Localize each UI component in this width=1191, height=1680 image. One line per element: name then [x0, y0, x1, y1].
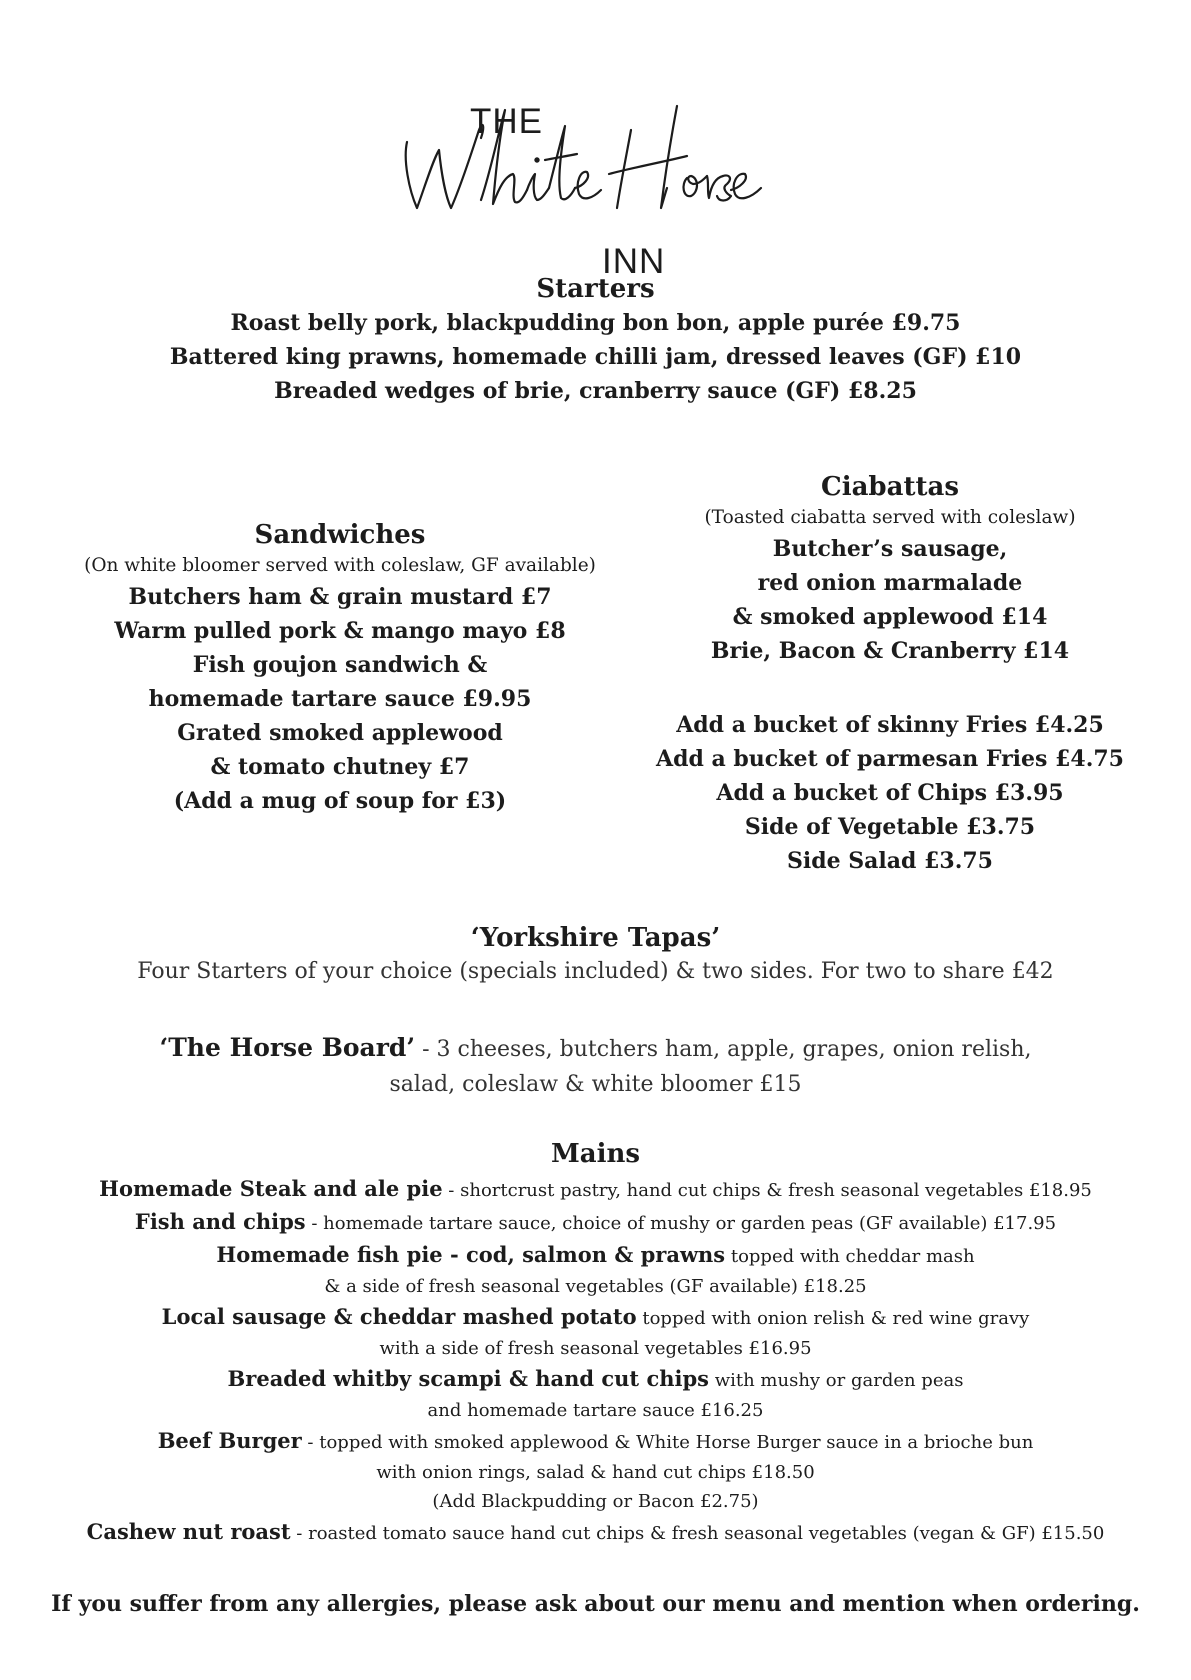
main-item-name: Homemade Steak and ale pie — [99, 1176, 443, 1201]
horse-board-sep: - — [415, 1037, 437, 1062]
main-item-sep: - — [290, 1523, 309, 1544]
tapas-title: ‘Yorkshire Tapas’ — [470, 923, 721, 953]
main-item — [0, 1239, 1191, 1272]
mains-title: Mains — [550, 1139, 641, 1169]
ciabattas-title: Ciabattas — [821, 472, 959, 502]
logo-inn: INN — [602, 242, 666, 281]
main-item-sub: with a side of fresh seasonal vegetables £16.95 — [379, 1338, 812, 1359]
sandwich-item: & tomato chutney £7 — [210, 754, 470, 780]
main-item-sub: (Add Blackpudding or Bacon £2.75) — [432, 1491, 759, 1512]
main-item-sep: - — [301, 1432, 320, 1453]
main-item-desc: topped with cheddar mash — [725, 1246, 975, 1267]
main-item-sub: and homemade tartare sauce £16.25 — [427, 1400, 764, 1421]
tapas-section — [0, 921, 1191, 989]
main-item — [0, 1173, 1191, 1206]
sandwich-item: Butchers ham & grain mustard £7 — [128, 584, 552, 610]
main-item-desc: with mushy or garden peas — [708, 1370, 964, 1391]
sandwich-item: Fish goujon sandwich & — [192, 652, 488, 678]
tapas-desc: Four Starters of your choice (specials included) & two sides. For two to share £42 — [137, 959, 1054, 984]
starters-section — [0, 272, 1191, 408]
sandwiches-section — [60, 518, 620, 818]
horse-board-desc: 3 cheeses, butchers ham, apple, grapes, onion relish, — [436, 1037, 1032, 1062]
starter-item: Breaded wedges of brie, cranberry sauce (GF) £8.25 — [274, 378, 917, 404]
starter-item: Battered king prawns, homemade chilli jam, dressed leaves (GF) £10 — [169, 344, 1022, 370]
main-item-desc: topped with onion relish & red wine gravy — [636, 1308, 1030, 1329]
sandwich-item: Warm pulled pork & mango mayo £8 — [114, 618, 566, 644]
starter-item: Roast belly pork, blackpudding bon bon, apple purée £9.75 — [230, 310, 961, 336]
main-item — [0, 1301, 1191, 1334]
side-item: Add a bucket of Chips £3.95 — [716, 780, 1064, 806]
main-item-sep: - — [305, 1213, 324, 1234]
horse-board-title: ‘The Horse Board’ — [159, 1033, 416, 1062]
mains-section — [0, 1137, 1191, 1549]
allergy-notice-section — [0, 1587, 1191, 1621]
main-item-name: Fish and chips — [134, 1209, 306, 1234]
ciabatta-item: red onion marmalade — [757, 570, 1023, 596]
sandwiches-title: Sandwiches — [254, 520, 426, 550]
sandwich-item: (Add a mug of soup for £3) — [173, 788, 507, 814]
ciabattas-section — [640, 470, 1140, 878]
horse-board-desc-2: salad, coleslaw & white bloomer £15 — [389, 1072, 802, 1097]
main-item-sub: with onion rings, salad & hand cut chips £18.50 — [376, 1462, 815, 1483]
sandwiches-note: (On white bloomer served with coleslaw, GF available) — [84, 555, 596, 576]
allergy-notice: If you suffer from any allergies, please ask about our menu and mention when ordering. — [51, 1591, 1140, 1617]
main-item — [0, 1206, 1191, 1239]
main-item-sep: - — [442, 1180, 461, 1201]
main-item-desc: roasted tomato sauce hand cut chips & fresh seasonal vegetables (vegan & GF) £15.50 — [308, 1523, 1105, 1544]
main-item-name: Cashew nut roast — [86, 1519, 291, 1544]
side-item: Side of Vegetable £3.75 — [744, 814, 1036, 840]
logo-the: THE — [470, 102, 543, 141]
logo — [0, 50, 1191, 281]
starters-title: Starters — [536, 274, 655, 304]
sandwich-item: homemade tartare sauce £9.95 — [148, 686, 532, 712]
main-item — [0, 1425, 1191, 1458]
main-item-name: Local sausage & cheddar mashed potato — [161, 1304, 637, 1329]
ciabattas-note: (Toasted ciabatta served with coleslaw) — [704, 507, 1076, 528]
ciabatta-item: Butcher’s sausage, — [772, 536, 1008, 562]
main-item-desc: topped with smoked applewood & White Horse Burger sauce in a brioche bun — [319, 1432, 1034, 1453]
main-item-desc: shortcrust pastry, hand cut chips & fresh seasonal vegetables £18.95 — [460, 1180, 1092, 1201]
logo-script-white-horse — [395, 90, 795, 220]
main-item-desc: homemade tartare sauce, choice of mushy or garden peas (GF available) £17.95 — [323, 1213, 1057, 1234]
horse-board-section — [0, 1030, 1191, 1102]
ciabatta-item: Brie, Bacon & Cranberry £14 — [710, 638, 1070, 664]
main-item-name: Homemade fish pie - cod, salmon & prawns — [216, 1242, 726, 1267]
sandwich-item: Grated smoked applewood — [177, 720, 503, 746]
main-item-sub: & a side of fresh seasonal vegetables (GF available) £18.25 — [324, 1276, 867, 1297]
main-item-name: Breaded whitby scampi & hand cut chips — [227, 1366, 709, 1391]
side-item: Side Salad £3.75 — [787, 848, 993, 874]
main-item — [0, 1516, 1191, 1549]
ciabatta-item: & smoked applewood £14 — [732, 604, 1048, 630]
side-item: Add a bucket of skinny Fries £4.25 — [676, 712, 1104, 738]
side-item: Add a bucket of parmesan Fries £4.75 — [656, 746, 1124, 772]
main-item-name: Beef Burger — [157, 1428, 302, 1453]
main-item — [0, 1363, 1191, 1396]
